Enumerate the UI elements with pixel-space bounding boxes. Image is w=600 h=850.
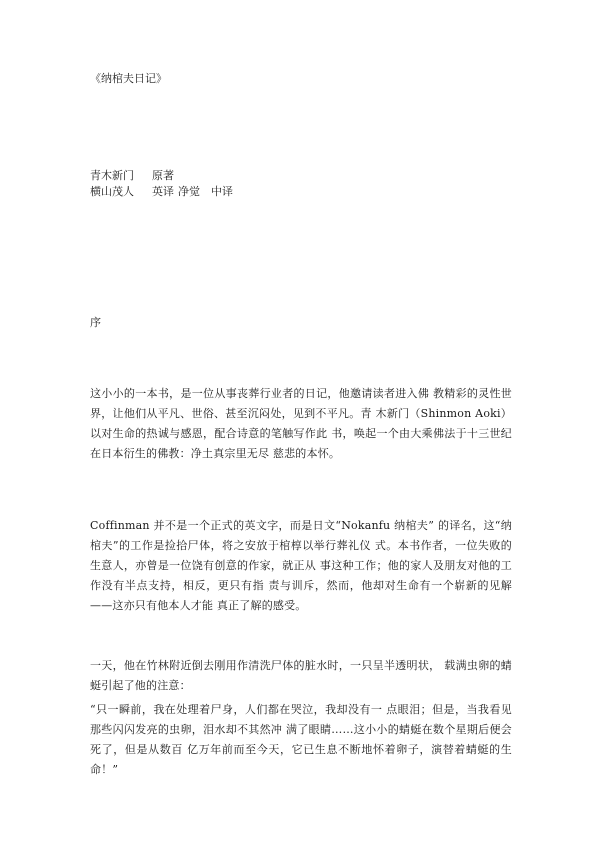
author-credit [90, 169, 174, 183]
paragraph-4-quote: “只一瞬前，我在处理着尸身，人们都在哭泣，我却没有一 点眼泪；但是，当我看见那些闪闪发亮的虫卵，泪水却不其然冲 满了眼睛……这小小的蜻蜓在数个星期后便会死了，但是从数百 亿万年前而至今天，它已生息不断地怀着卵子，演替着蜻蜓的生 命！” [90, 703, 512, 776]
translator-role: 英译 [152, 185, 174, 198]
preface-heading: 序 [90, 316, 101, 329]
paragraph-3: 一天，他在竹林附近倒去刚用作清洗尸体的脏水时，一只呈半透明状， 载满虫卵的蜻蜓引起了他的注意： [90, 659, 512, 692]
author-name: 青木新门 [90, 169, 134, 182]
paragraph-2: Coffinman 并不是一个正式的英文字，而是日文“Nokanfu 纳棺夫” 的译名，这“纳棺夫”的工作是捡拾尸体，将之安放于棺椁以举行葬礼仪 式。本书作者，一位失败的生意人，亦曾是一位饶有创意的作家，就正从 事这种工作；他的家人及朋友对他的工作没有半点支持，相反，更只有指 责与训斥，然而，他却对生命有一个崭新的见解——这亦只有他本人才能 真正了解的感受。 [90, 519, 512, 612]
author-role: 原著 [152, 169, 174, 182]
translator-credit [90, 185, 233, 199]
paragraph-1: 这小小的一本书，是一位从事丧葬行业者的日记，他邀请读者进入佛 教精彩的灵性世界，让他们从平凡、世俗、甚至沉闷处，见到不平凡。青 木新门（Shinmon Aoki）以对生命的热诚与感恩，配合诗意的笔触写作此 书，唤起一个由大乘佛法于十三世纪在日本衍生的佛教：净土真宗里无尽 慈悲的本怀。 [90, 387, 512, 460]
book-title: 《纳棺夫日记》 [90, 72, 167, 85]
chinese-translator: 净觉 中译 [178, 185, 233, 198]
translator-name: 横山茂人 [90, 185, 134, 198]
